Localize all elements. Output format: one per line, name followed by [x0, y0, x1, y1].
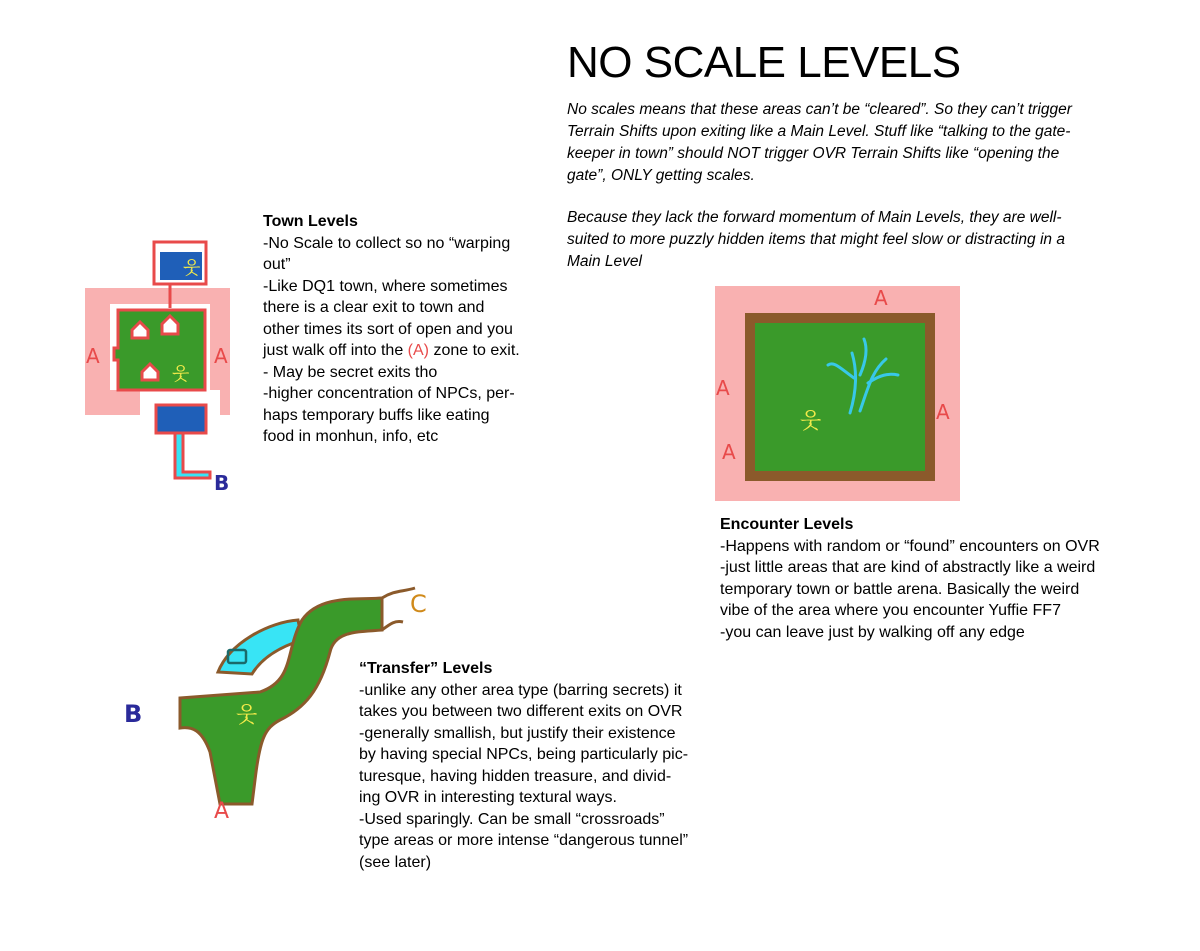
exit-zone-label: (A)	[407, 342, 429, 359]
town-text-line: other times its sort of open and you	[263, 320, 513, 338]
town-south-river	[175, 433, 210, 478]
town-label-right: A	[214, 344, 228, 368]
encounter-text-line: -just little areas that are kind of abstractly like a weird	[720, 559, 1096, 576]
encounter-text-line: temporary town or battle arena. Basically the weird	[720, 580, 1080, 598]
transfer-label-bottom: A	[214, 799, 230, 824]
intro-line: suited to more puzzly hidden items that might feel slow or distracting in a	[567, 231, 1065, 248]
encounter-grass	[755, 323, 925, 471]
town-text-after: zone to exit.	[429, 342, 520, 359]
transfer-levels-section	[359, 658, 719, 873]
town-text-line: -higher concentration of NPCs, per-	[263, 385, 515, 402]
transfer-label-left: B	[124, 700, 143, 728]
intro-line: No scales means that these areas can’t be “cleared”. So they can’t trigger	[567, 101, 1072, 118]
transfer-npc-icon: 웃	[236, 703, 258, 728]
encounter-levels-section	[720, 514, 1140, 643]
town-text-line-with-highlight	[263, 340, 548, 362]
encounter-text-line: -you can leave just by walking off any edge	[720, 623, 1025, 641]
encounter-levels-heading: Encounter Levels	[720, 516, 854, 533]
intro-line: Terrain Shifts upon exiting like a Main Level. Stuff like “talking to the gate-	[567, 123, 1071, 140]
town-levels-section	[263, 211, 548, 448]
town-text-line: haps temporary buffs like eating	[263, 406, 490, 424]
encounter-npc-icon: 웃	[800, 409, 822, 434]
transfer-text-line: -generally smallish, but justify their existence	[359, 724, 676, 742]
intro-line: keeper in town” should NOT trigger OVR Terrain Shifts like “opening the	[567, 145, 1060, 162]
encounter-label-left-1: A	[716, 376, 730, 400]
town-south-building	[156, 405, 206, 433]
town-label-left: A	[86, 344, 100, 368]
transfer-text-line: -Used sparingly. Can be small “crossroads”	[359, 810, 665, 828]
transfer-text-line: by having special NPCs, being particularly pic-	[359, 746, 689, 763]
town-text-line: out”	[263, 256, 291, 273]
encounter-label-left-2: A	[722, 440, 736, 464]
transfer-text-line: ing OVR in interesting textural ways.	[359, 789, 617, 806]
town-text-line: -No Scale to collect so no “warping	[263, 234, 511, 252]
intro-line: Because they lack the forward momentum of Main Levels, they are well-	[567, 209, 1062, 226]
encounter-level-sketch	[710, 283, 970, 513]
intro-line: Main Level	[567, 253, 642, 270]
transfer-text-line: takes you between two different exits on OVR	[359, 703, 683, 720]
transfer-text-line: (see later)	[359, 853, 432, 871]
town-level-sketch	[80, 230, 240, 500]
transfer-levels-heading: “Transfer” Levels	[359, 660, 493, 677]
transfer-label-top-right: C	[410, 590, 427, 618]
encounter-text-line: vibe of the area where you encounter Yuffie FF7	[720, 602, 1061, 619]
intro-line: gate”, ONLY getting scales.	[567, 167, 755, 184]
town-text-line: there is a clear exit to town and	[263, 299, 485, 316]
transfer-text-line: type areas or more intense “dangerous tunnel”	[359, 832, 689, 849]
town-npc-icon: 웃	[172, 364, 190, 385]
encounter-text-line: -Happens with random or “found” encounters on OVR	[720, 537, 1100, 555]
town-label-bottom: B	[214, 471, 230, 495]
town-levels-heading: Town Levels	[263, 213, 358, 230]
intro-paragraph-2	[567, 207, 1107, 273]
town-text-line: food in monhun, info, etc	[263, 428, 439, 445]
page-title: NO SCALE LEVELS	[567, 38, 961, 87]
transfer-text-line: turesque, having hidden treasure, and divid-	[359, 767, 672, 785]
encounter-label-right: A	[936, 400, 950, 424]
town-north-npc-icon: 웃	[183, 258, 201, 279]
town-text-line: -Like DQ1 town, where sometimes	[263, 277, 508, 295]
town-text-before: just walk off into the	[263, 342, 408, 359]
town-text-line: - May be secret exits tho	[263, 363, 438, 381]
encounter-label-top: A	[874, 286, 888, 310]
intro-paragraph-1	[567, 99, 1107, 187]
transfer-text-line: -unlike any other area type (barring secrets) it	[359, 681, 682, 699]
